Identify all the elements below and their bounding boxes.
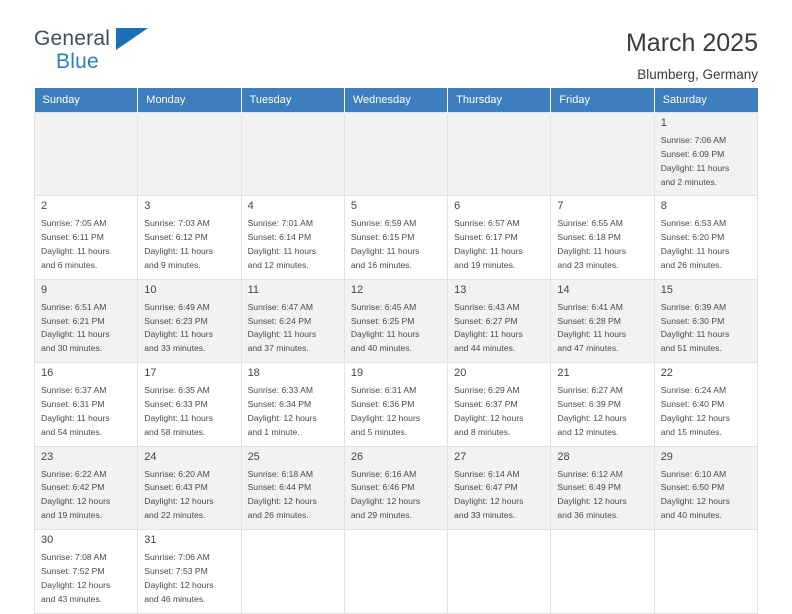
day-detail-line: Sunrise: 6:53 AM — [660, 218, 727, 229]
day-detail-line: Sunrise: 6:31 AM — [350, 385, 417, 396]
day-detail-line: Sunset: 6:46 PM — [350, 482, 415, 493]
day-number: 16 — [41, 367, 54, 380]
calendar-day-cell[interactable] — [138, 446, 241, 529]
logo-triangle-icon — [116, 28, 148, 50]
day-detail-line: Daylight: 12 hours — [350, 412, 421, 423]
day-detail-line: Daylight: 11 hours — [247, 246, 317, 257]
calendar-empty-cell — [551, 113, 654, 196]
day-detail-line: Sunset: 6:40 PM — [660, 398, 725, 409]
page-title: March 2025 — [625, 29, 758, 57]
calendar-week-row — [35, 446, 758, 529]
day-details — [351, 301, 441, 357]
calendar-empty-cell — [241, 113, 344, 196]
calendar-week-row — [35, 363, 758, 446]
day-detail-line: Sunset: 6:30 PM — [660, 315, 725, 326]
day-detail-line: Sunrise: 7:08 AM — [41, 551, 107, 562]
day-detail-line: Sunset: 6:36 PM — [350, 398, 415, 409]
day-detail-line: and 51 minutes. — [660, 343, 722, 354]
day-detail-line: Sunrise: 6:29 AM — [454, 385, 520, 396]
day-details — [557, 301, 647, 357]
calendar-day-cell[interactable] — [654, 113, 757, 196]
day-details — [454, 468, 544, 524]
calendar-day-cell[interactable] — [241, 196, 344, 279]
day-detail-line: Daylight: 12 hours — [660, 496, 730, 507]
day-detail-line: and 19 minutes. — [454, 259, 516, 270]
day-detail-line: and 8 minutes. — [454, 426, 511, 437]
day-number: 6 — [454, 200, 461, 213]
day-detail-line: Sunrise: 6:14 AM — [454, 468, 520, 479]
day-detail-line: Sunset: 6:37 PM — [454, 398, 518, 409]
day-detail-line: Sunrise: 6:39 AM — [660, 301, 727, 312]
day-number: 13 — [454, 283, 467, 296]
weekday-header-monday: Monday — [138, 88, 241, 113]
day-detail-line: Daylight: 11 hours — [350, 246, 420, 257]
day-detail-line: and 12 minutes. — [247, 259, 309, 270]
calendar-day-cell[interactable] — [35, 196, 138, 279]
day-detail-line: Sunrise: 6:20 AM — [144, 468, 210, 479]
day-detail-line: Sunrise: 6:59 AM — [350, 218, 417, 229]
day-detail-line: Sunrise: 6:37 AM — [41, 385, 107, 396]
day-number: 8 — [660, 200, 667, 213]
day-detail-line: and 40 minutes. — [660, 510, 722, 521]
day-detail-line: Sunset: 6:21 PM — [41, 315, 105, 326]
calendar-day-cell[interactable] — [448, 279, 551, 362]
day-number: 28 — [557, 450, 570, 463]
day-detail-line: Sunset: 6:33 PM — [144, 398, 208, 409]
day-number: 19 — [350, 367, 364, 380]
day-detail-line: and 37 minutes. — [247, 343, 309, 354]
calendar-day-cell[interactable] — [654, 446, 757, 529]
day-detail-line: and 16 minutes. — [350, 259, 412, 270]
day-detail-line: Sunrise: 6:24 AM — [660, 385, 727, 396]
day-detail-line: and 9 minutes. — [144, 259, 201, 270]
day-number: 22 — [660, 367, 673, 380]
day-detail-line: and 46 minutes. — [144, 593, 206, 604]
day-detail-line: Daylight: 12 hours — [557, 496, 627, 507]
day-detail-line: Daylight: 11 hours — [557, 329, 627, 340]
day-number: 24 — [144, 450, 157, 463]
day-detail-line: Sunset: 6:31 PM — [41, 398, 105, 409]
day-detail-line: Daylight: 11 hours — [454, 329, 523, 340]
day-detail-line: and 47 minutes. — [557, 343, 619, 354]
calendar-empty-cell — [448, 530, 551, 613]
day-number: 14 — [557, 283, 570, 296]
day-details — [351, 217, 441, 273]
day-detail-line: Sunrise: 6:55 AM — [557, 218, 623, 229]
day-detail-line: Sunset: 6:25 PM — [350, 315, 415, 326]
calendar-day-cell[interactable] — [241, 363, 344, 446]
day-detail-line: Daylight: 12 hours — [41, 579, 111, 590]
day-detail-line: Sunset: 6:39 PM — [557, 398, 621, 409]
day-detail-line: Daylight: 12 hours — [454, 496, 524, 507]
day-detail-line: and 40 minutes. — [350, 343, 412, 354]
day-detail-line: Sunrise: 6:57 AM — [454, 218, 520, 229]
calendar-day-cell[interactable] — [138, 530, 241, 613]
day-number: 26 — [350, 450, 364, 463]
day-number: 21 — [557, 367, 570, 380]
calendar-day-cell[interactable] — [448, 446, 551, 529]
day-detail-line: and 22 minutes. — [144, 510, 206, 521]
day-number: 7 — [557, 200, 564, 213]
day-detail-line: Sunrise: 6:10 AM — [660, 468, 727, 479]
day-number: 27 — [454, 450, 467, 463]
weekday-header-thursday: Thursday — [448, 88, 551, 113]
day-detail-line: Sunrise: 7:05 AM — [41, 218, 107, 229]
day-details — [661, 384, 751, 440]
calendar-day-cell[interactable] — [138, 196, 241, 279]
day-details — [144, 551, 234, 607]
day-number: 25 — [247, 450, 260, 463]
day-number: 17 — [144, 367, 157, 380]
day-detail-line: Daylight: 11 hours — [144, 329, 213, 340]
day-details — [661, 134, 751, 190]
day-number: 31 — [144, 534, 157, 547]
day-detail-line: and 26 minutes. — [660, 259, 722, 270]
day-detail-line: and 19 minutes. — [41, 510, 103, 521]
day-detail-line: and 29 minutes. — [350, 510, 412, 521]
day-detail-line: and 2 minutes. — [660, 176, 718, 187]
day-detail-line: Sunset: 7:52 PM — [41, 565, 105, 576]
day-detail-line: Sunrise: 7:06 AM — [660, 134, 727, 145]
day-detail-line: Sunrise: 6:49 AM — [144, 301, 210, 312]
day-number: 18 — [247, 367, 260, 380]
calendar-day-cell[interactable] — [551, 363, 654, 446]
day-detail-line: Daylight: 11 hours — [247, 329, 317, 340]
day-detail-line: Sunset: 6:43 PM — [144, 482, 208, 493]
day-number: 1 — [660, 117, 667, 129]
day-number: 11 — [247, 283, 259, 296]
day-number: 5 — [350, 200, 357, 213]
day-detail-line: Sunrise: 6:41 AM — [557, 301, 623, 312]
calendar-week-row — [35, 530, 758, 613]
day-details — [661, 468, 751, 524]
day-detail-line: and 15 minutes. — [660, 426, 722, 437]
day-detail-line: Daylight: 12 hours — [247, 412, 317, 423]
logo — [34, 28, 154, 76]
calendar-day-cell[interactable] — [344, 446, 447, 529]
day-detail-line: Daylight: 11 hours — [41, 412, 110, 423]
day-details — [248, 468, 338, 524]
day-detail-line: Sunrise: 6:27 AM — [557, 385, 623, 396]
day-detail-line: Sunset: 6:28 PM — [557, 315, 621, 326]
weekday-header-tuesday: Tuesday — [241, 88, 344, 113]
day-detail-line: and 43 minutes. — [41, 593, 103, 604]
day-detail-line: Sunset: 6:23 PM — [144, 315, 208, 326]
day-detail-line: Daylight: 11 hours — [41, 329, 110, 340]
day-detail-line: Daylight: 11 hours — [660, 162, 730, 173]
calendar-day-cell[interactable] — [35, 279, 138, 362]
day-detail-line: Daylight: 12 hours — [350, 496, 421, 507]
day-detail-line: Sunrise: 6:12 AM — [557, 468, 623, 479]
calendar-day-cell[interactable] — [654, 363, 757, 446]
day-details — [248, 301, 338, 357]
day-detail-line: Sunset: 6:34 PM — [247, 398, 312, 409]
day-detail-line: and 12 minutes. — [557, 426, 619, 437]
day-detail-line: Daylight: 11 hours — [660, 329, 730, 340]
calendar-week-row — [35, 279, 758, 362]
day-detail-line: Daylight: 11 hours — [41, 246, 110, 257]
day-detail-line: Daylight: 11 hours — [144, 246, 213, 257]
day-details — [557, 468, 647, 524]
day-detail-line: Daylight: 11 hours — [454, 246, 523, 257]
weekday-header-sunday: Sunday — [35, 88, 138, 113]
calendar-day-cell[interactable] — [344, 279, 447, 362]
day-detail-line: Sunrise: 6:22 AM — [41, 468, 107, 479]
calendar-week-row — [35, 196, 758, 279]
day-details — [557, 384, 647, 440]
day-number: 3 — [144, 200, 151, 213]
calendar-day-cell[interactable] — [551, 279, 654, 362]
day-number: 23 — [41, 450, 54, 463]
day-detail-line: and 1 minute. — [247, 426, 300, 437]
day-detail-line: Daylight: 12 hours — [247, 496, 317, 507]
day-detail-line: Daylight: 12 hours — [41, 496, 111, 507]
day-details — [661, 301, 751, 357]
calendar-empty-cell — [551, 530, 654, 613]
calendar-empty-cell — [448, 113, 551, 196]
calendar-day-cell[interactable] — [35, 363, 138, 446]
day-detail-line: Sunset: 7:53 PM — [144, 565, 208, 576]
day-detail-line: and 58 minutes. — [144, 426, 206, 437]
day-number: 15 — [660, 283, 673, 296]
calendar-day-cell[interactable] — [344, 196, 447, 279]
day-detail-line: Sunset: 6:20 PM — [660, 232, 725, 243]
day-detail-line: Sunrise: 6:16 AM — [350, 468, 417, 479]
day-details — [248, 217, 338, 273]
day-detail-line: Sunset: 6:42 PM — [41, 482, 105, 493]
day-detail-line: Sunset: 6:15 PM — [350, 232, 415, 243]
day-number: 9 — [41, 283, 48, 296]
calendar-day-cell[interactable] — [344, 363, 447, 446]
day-number: 2 — [41, 200, 48, 213]
day-detail-line: Sunset: 6:44 PM — [247, 482, 312, 493]
day-detail-line: Daylight: 12 hours — [660, 412, 730, 423]
calendar-day-cell[interactable] — [241, 446, 344, 529]
day-details — [41, 301, 131, 357]
day-number: 29 — [660, 450, 673, 463]
calendar-empty-cell — [654, 530, 757, 613]
day-details — [41, 468, 131, 524]
day-detail-line: Sunrise: 7:03 AM — [144, 218, 210, 229]
day-detail-line: Sunset: 6:14 PM — [247, 232, 312, 243]
calendar-table — [34, 88, 758, 614]
day-details — [248, 384, 338, 440]
day-detail-line: and 23 minutes. — [557, 259, 619, 270]
day-details — [41, 217, 131, 273]
calendar-day-cell[interactable] — [448, 196, 551, 279]
calendar-day-cell[interactable] — [138, 279, 241, 362]
day-detail-line: Sunrise: 6:45 AM — [350, 301, 417, 312]
day-detail-line: Daylight: 11 hours — [660, 246, 730, 257]
day-detail-line: Sunset: 6:17 PM — [454, 232, 518, 243]
day-detail-line: Daylight: 12 hours — [454, 412, 524, 423]
day-number: 4 — [247, 200, 254, 213]
title-block — [626, 28, 758, 82]
day-detail-line: Daylight: 11 hours — [557, 246, 627, 257]
day-detail-line: and 33 minutes. — [144, 343, 206, 354]
day-detail-line: Sunrise: 6:33 AM — [247, 385, 314, 396]
day-details — [41, 551, 131, 607]
calendar-empty-cell — [344, 113, 447, 196]
day-number: 20 — [454, 367, 467, 380]
logo-text-general: General — [34, 27, 111, 50]
calendar-empty-cell — [241, 530, 344, 613]
logo-text-blue: Blue — [56, 50, 99, 73]
calendar-day-cell[interactable] — [654, 279, 757, 362]
day-details — [41, 384, 131, 440]
calendar-week-row — [35, 113, 758, 196]
day-details — [144, 301, 234, 357]
day-number: 12 — [350, 283, 364, 296]
day-detail-line: and 54 minutes. — [41, 426, 103, 437]
calendar-day-cell[interactable] — [35, 446, 138, 529]
calendar-empty-cell — [35, 113, 138, 196]
day-detail-line: Sunrise: 7:06 AM — [144, 551, 210, 562]
day-details — [144, 217, 234, 273]
day-details — [661, 217, 751, 273]
day-details — [351, 468, 441, 524]
day-detail-line: Sunrise: 6:43 AM — [454, 301, 520, 312]
day-detail-line: Sunrise: 6:47 AM — [247, 301, 314, 312]
day-details — [557, 217, 647, 273]
day-detail-line: and 6 minutes. — [41, 259, 98, 270]
day-detail-line: Sunrise: 6:51 AM — [41, 301, 107, 312]
day-detail-line: Daylight: 12 hours — [144, 579, 214, 590]
calendar-day-cell[interactable] — [654, 196, 757, 279]
day-detail-line: and 44 minutes. — [454, 343, 516, 354]
day-details — [144, 468, 234, 524]
day-detail-line: and 33 minutes. — [454, 510, 516, 521]
day-detail-line: Sunset: 6:11 PM — [41, 232, 104, 243]
day-details — [454, 384, 544, 440]
day-details — [144, 384, 234, 440]
day-detail-line: and 26 minutes. — [247, 510, 309, 521]
calendar-day-cell[interactable] — [35, 530, 138, 613]
day-details — [351, 384, 441, 440]
day-detail-line: Sunrise: 7:01 AM — [247, 218, 314, 229]
day-details — [454, 301, 544, 357]
calendar-day-cell[interactable] — [138, 363, 241, 446]
location-label: Blumberg, Germany — [637, 66, 758, 82]
weekday-header-friday: Friday — [551, 88, 654, 113]
day-detail-line: and 30 minutes. — [41, 343, 103, 354]
day-detail-line: Sunset: 6:18 PM — [557, 232, 621, 243]
day-detail-line: Sunset: 6:47 PM — [454, 482, 518, 493]
calendar-day-cell[interactable] — [448, 363, 551, 446]
day-detail-line: Daylight: 12 hours — [144, 496, 214, 507]
day-detail-line: Sunset: 6:09 PM — [660, 148, 725, 159]
day-detail-line: Sunset: 6:27 PM — [454, 315, 518, 326]
day-details — [454, 217, 544, 273]
weekday-header-saturday: Saturday — [654, 88, 757, 113]
day-number: 10 — [144, 283, 157, 296]
day-detail-line: Sunrise: 6:18 AM — [247, 468, 314, 479]
calendar-day-cell[interactable] — [551, 446, 654, 529]
page-header — [34, 0, 758, 82]
weekday-header-wednesday: Wednesday — [344, 88, 447, 113]
calendar-empty-cell — [344, 530, 447, 613]
calendar-empty-cell — [138, 113, 241, 196]
day-detail-line: Daylight: 11 hours — [350, 329, 420, 340]
day-detail-line: and 36 minutes. — [557, 510, 619, 521]
calendar-day-cell[interactable] — [551, 196, 654, 279]
day-detail-line: Daylight: 12 hours — [557, 412, 627, 423]
day-detail-line: Daylight: 11 hours — [144, 412, 213, 423]
day-detail-line: Sunset: 6:12 PM — [144, 232, 208, 243]
calendar-header-row — [35, 88, 758, 113]
day-detail-line: Sunset: 6:24 PM — [247, 315, 312, 326]
day-detail-line: Sunset: 6:49 PM — [557, 482, 621, 493]
calendar-body — [35, 113, 758, 614]
day-detail-line: Sunrise: 6:35 AM — [144, 385, 210, 396]
day-detail-line: and 5 minutes. — [350, 426, 408, 437]
day-detail-line: Sunset: 6:50 PM — [660, 482, 725, 493]
day-number: 30 — [41, 534, 54, 547]
calendar-day-cell[interactable] — [241, 279, 344, 362]
